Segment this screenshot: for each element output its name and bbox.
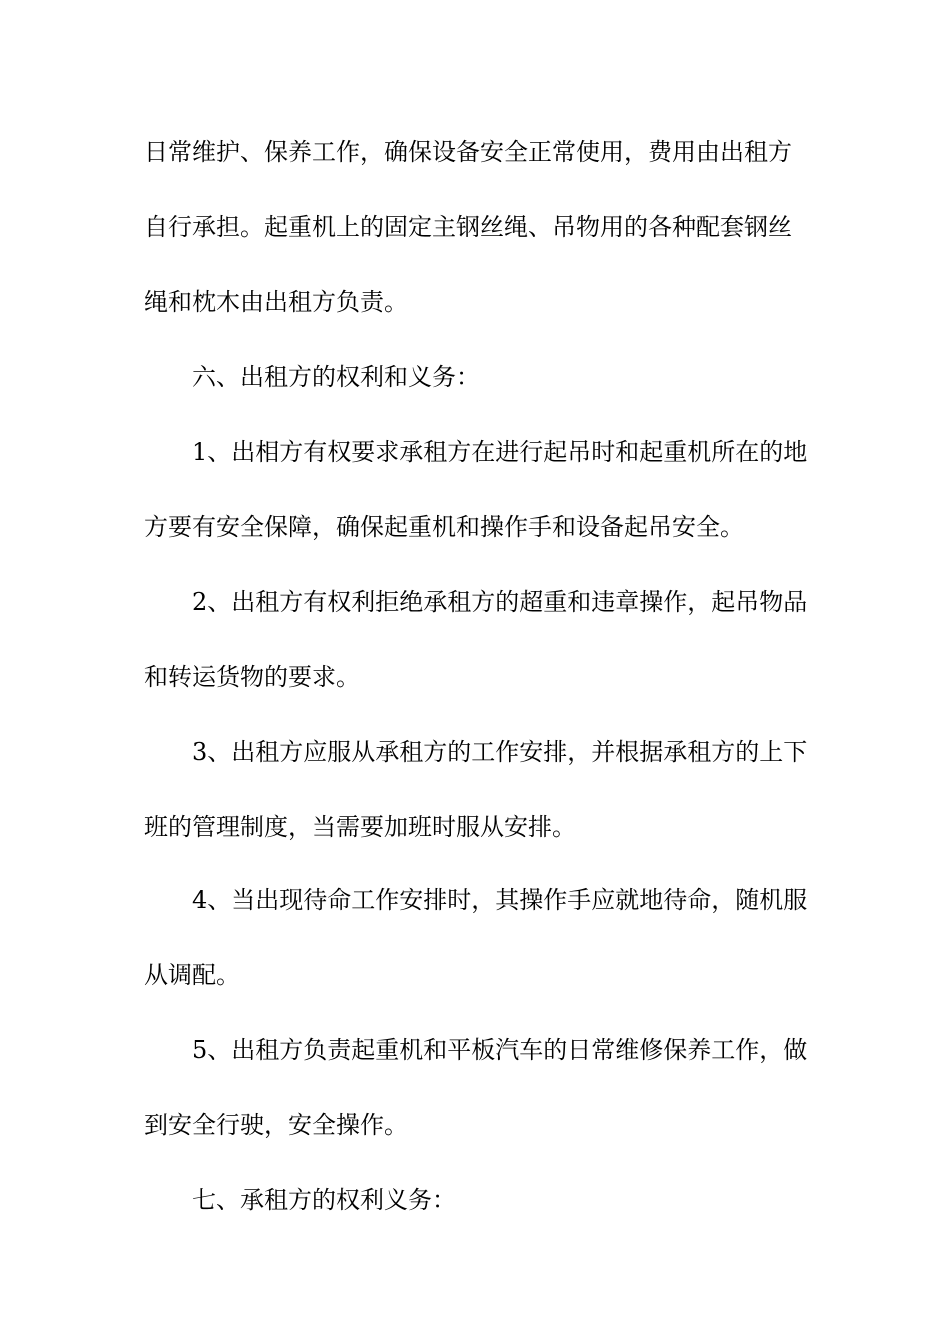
section-heading: 七、承租方的权利义务： bbox=[192, 1186, 456, 1214]
paragraph-line: 班的管理制度，当需要加班时服从安排。 bbox=[144, 813, 576, 841]
paragraph-line: 从调配。 bbox=[144, 961, 240, 989]
section-heading: 六、出租方的权利和义务： bbox=[192, 363, 480, 391]
paragraph-line: 3、出租方应服从承租方的工作安排，并根据承租方的上下 bbox=[192, 738, 808, 766]
paragraph-line: 绳和枕木由出租方负责。 bbox=[144, 288, 408, 316]
paragraph-line: 到安全行驶，安全操作。 bbox=[144, 1111, 408, 1139]
paragraph-line: 5、出租方负责起重机和平板汽车的日常维修保养工作，做 bbox=[192, 1036, 808, 1064]
paragraph-line: 1、出相方有权要求承租方在进行起吊时和起重机所在的地 bbox=[192, 438, 808, 466]
paragraph-line: 方要有安全保障，确保起重机和操作手和设备起吊安全。 bbox=[144, 513, 744, 541]
paragraph-line: 和转运货物的要求。 bbox=[144, 663, 360, 691]
paragraph-line: 4、当出现待命工作安排时，其操作手应就地待命，随机服 bbox=[192, 886, 808, 914]
paragraph-line: 自行承担。起重机上的固定主钢丝绳、吊物用的各种配套钢丝 bbox=[144, 213, 792, 241]
paragraph-line: 日常维护、保养工作，确保设备安全正常使用，费用由出租方 bbox=[144, 138, 792, 166]
paragraph-line: 2、出租方有权利拒绝承租方的超重和违章操作，起吊物品 bbox=[192, 588, 808, 616]
